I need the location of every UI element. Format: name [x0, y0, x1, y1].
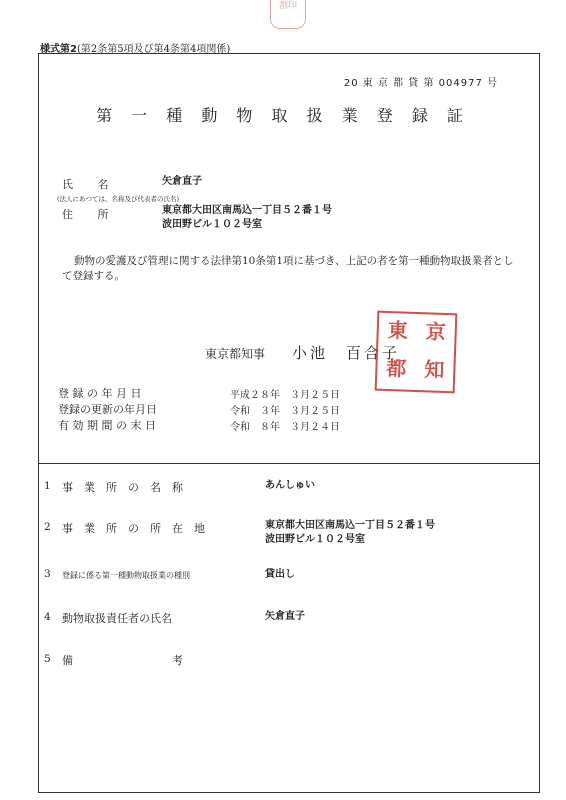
business-location-line-1: 東京都大田区南馬込一丁目５２番１号	[265, 520, 435, 531]
expiry-date-label: 有 効 期 間 の 末 日	[58, 419, 156, 432]
expiry-date-value: 令和 ８年 ３月２４日	[230, 422, 340, 433]
registration-statement: 動物の愛護及び管理に関する法律第10条第1項に基づき、上記の者を第一種動物取扱業者として登録する。	[62, 255, 514, 282]
governor-official-seal	[375, 311, 458, 394]
renewal-date-label: 登録の更新の年月日	[58, 403, 157, 416]
tally-seal-text: 割印	[278, 1, 297, 11]
name-note: (法人にあつては、名称及び代表者の氏名)	[57, 195, 180, 203]
form-number-reference: (第2条第5項及び第4条第4項関係)	[76, 44, 231, 55]
governor-title: 東京都知事	[205, 347, 266, 361]
registration-date-value: 平成２８年 ３月２５日	[230, 390, 340, 401]
seal-char: 都	[386, 355, 407, 381]
name-label: 氏 名	[62, 178, 109, 191]
item-number: 1	[44, 480, 51, 492]
item-number: 5	[44, 653, 51, 665]
registration-date-label: 登 録 の 年 月 日	[58, 387, 142, 400]
certificate-title: 第 一 種 動 物 取 扱 業 登 録 証	[96, 106, 470, 125]
registration-number: 20 東 京 都 貸 第 004977 号	[343, 78, 498, 89]
business-type-value: 貸出し	[265, 569, 295, 580]
item-number: 4	[44, 611, 51, 623]
business-name-label: 事 業 所 の 名 称	[62, 481, 183, 494]
business-location-label: 事 業 所 の 所 在 地	[62, 522, 205, 535]
item-number: 2	[44, 521, 51, 533]
seal-char: 京	[425, 319, 447, 345]
section-divider	[38, 463, 540, 464]
tally-seal-stamp	[270, 0, 306, 29]
business-type-label: 登録に係る第一種動物取扱業の種別	[62, 571, 190, 580]
responsible-person-label: 動物取扱責任者の氏名	[62, 612, 172, 625]
address-label: 住 所	[62, 208, 109, 221]
address-line-1: 東京都大田区南馬込一丁目５２番１号	[162, 205, 332, 216]
business-location-line-2: 波田野ビル１０２号室	[265, 534, 365, 545]
form-number-bold: 様式第2	[40, 44, 77, 55]
responsible-person-value: 矢倉直子	[265, 611, 305, 622]
seal-char: 知	[423, 357, 445, 382]
renewal-date-value: 令和 ３年 ３月２５日	[230, 406, 340, 417]
name-value: 矢倉直子	[162, 176, 202, 187]
seal-char: 東	[387, 318, 409, 343]
item-number: 3	[44, 568, 51, 580]
address-line-2: 波田野ビル１０２号室	[162, 219, 262, 230]
remarks-label: 備 考	[62, 654, 183, 667]
governor-name: 小池 百合子	[292, 344, 401, 362]
business-name-value: あんしゅい	[265, 480, 315, 491]
